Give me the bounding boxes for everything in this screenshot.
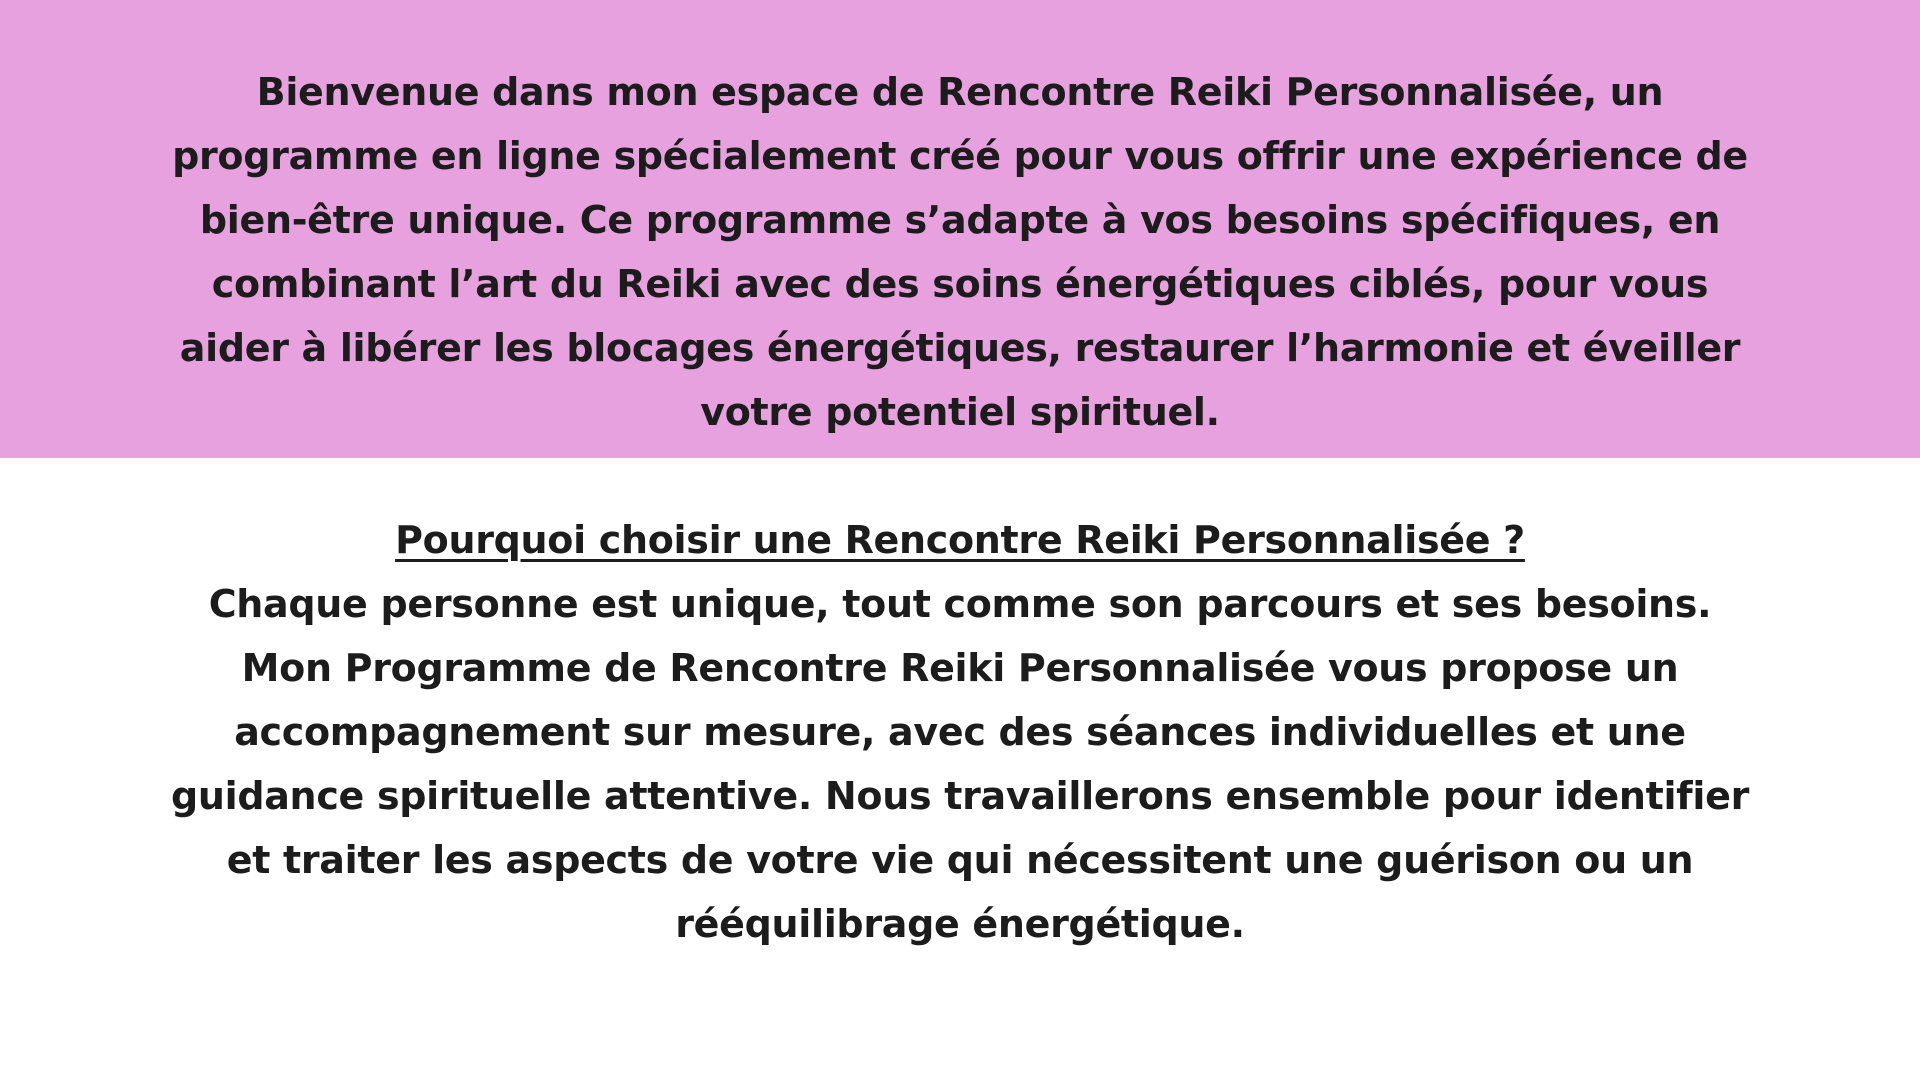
intro-paragraph: Bienvenue dans mon espace de Rencontre Reiki Personnalisée, un programme en ligne spécialement créé pour vous offrir une expérience de bien-être unique. Ce programme s’adapte à vos besoins spécifiques, en combinant l’art du Reiki avec des soins énergétiques ciblés, pour vous aider à libérer les blocages énergétiques, restaurer l’harmonie et éveiller votre potentiel spirituel. [172, 70, 1748, 434]
why-heading: Pourquoi choisir une Rencontre Reiki Personnalisée ? [395, 518, 1525, 562]
why-section [160, 508, 1760, 956]
intro-band [0, 0, 1920, 458]
why-paragraph: Chaque personne est unique, tout comme son parcours et ses besoins. Mon Programme de Rencontre Reiki Personnalisée vous propose un accompagnement sur mesure, avec des séances individuelles et une guidance spirituelle attentive. Nous travaillerons ensemble pour identifier et traiter les aspects de votre vie qui nécessitent une guérison ou un rééquilibrage énergétique. [170, 582, 1750, 946]
